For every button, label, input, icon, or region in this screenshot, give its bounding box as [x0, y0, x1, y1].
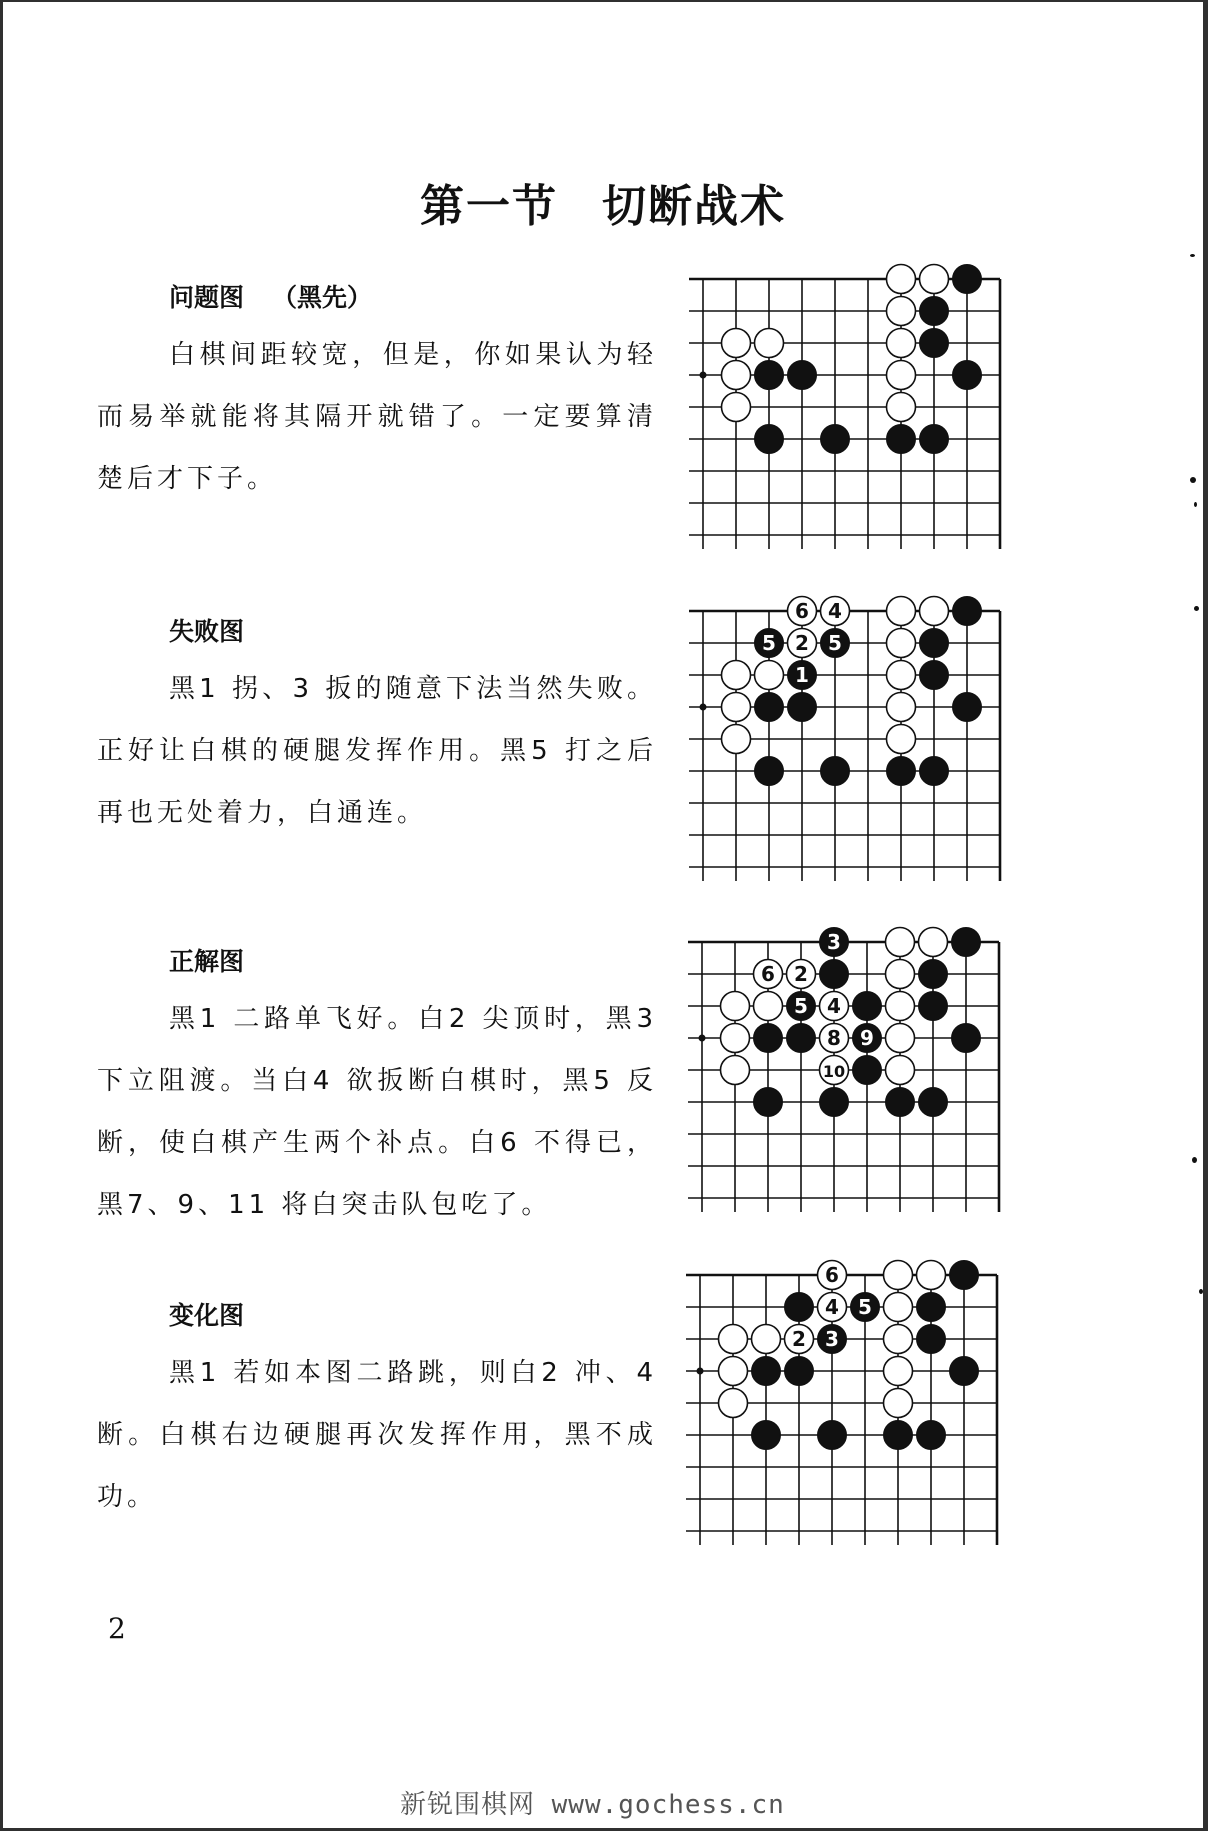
black-stone — [821, 629, 850, 658]
black-stone — [953, 361, 982, 390]
section-heading: 正解图 — [169, 947, 245, 976]
star-point — [697, 1368, 704, 1375]
black-stone — [788, 361, 817, 390]
white-stone — [884, 1325, 913, 1354]
black-stone — [820, 928, 849, 957]
black-stone — [785, 1293, 814, 1322]
white-stone — [887, 393, 916, 422]
scan-speck — [1190, 477, 1196, 483]
black-stone — [950, 1357, 979, 1386]
white-stone — [887, 629, 916, 658]
scan-speck — [1194, 502, 1197, 507]
white-stone — [752, 1325, 781, 1354]
black-stone — [820, 960, 849, 989]
white-stone — [755, 329, 784, 358]
white-stone — [821, 597, 850, 626]
white-stone — [754, 960, 783, 989]
black-stone — [818, 1421, 847, 1450]
black-stone — [821, 757, 850, 786]
scan-speck — [1199, 1289, 1203, 1294]
black-stone — [917, 1325, 946, 1354]
heading-note: （黑先） — [272, 283, 373, 312]
white-stone — [722, 393, 751, 422]
white-stone — [788, 597, 817, 626]
section-text: 白棋间距较宽，但是，你如果认为轻而易举就能将其隔开就错了。一定要算清楚后才下子。 — [97, 340, 657, 494]
white-stone — [722, 693, 751, 722]
move-number: 6 — [795, 599, 809, 623]
black-stone — [754, 1024, 783, 1053]
scan-speck — [1192, 1157, 1197, 1163]
black-stone — [787, 1024, 816, 1053]
move-number: 5 — [828, 631, 842, 655]
title-topic: 切断战术 — [602, 181, 786, 232]
go-board-grid — [682, 1257, 1015, 1549]
white-stone — [887, 725, 916, 754]
black-stone — [952, 928, 981, 957]
white-stone — [788, 629, 817, 658]
white-stone — [721, 992, 750, 1021]
white-stone — [785, 1325, 814, 1354]
section-solution — [97, 940, 657, 1236]
move-number: 6 — [761, 962, 775, 986]
black-stone — [754, 1088, 783, 1117]
black-stone — [953, 693, 982, 722]
white-stone — [887, 329, 916, 358]
star-point — [700, 704, 707, 711]
black-stone — [884, 1421, 913, 1450]
white-stone — [917, 1261, 946, 1290]
black-stone — [920, 757, 949, 786]
black-stone — [752, 1421, 781, 1450]
white-stone — [884, 1357, 913, 1386]
star-point — [699, 1035, 706, 1042]
white-stone — [719, 1325, 748, 1354]
white-stone — [887, 265, 916, 294]
black-stone — [920, 329, 949, 358]
black-stone — [755, 361, 784, 390]
black-stone — [785, 1357, 814, 1386]
white-stone — [820, 1056, 849, 1085]
black-stone — [788, 693, 817, 722]
white-stone — [820, 992, 849, 1021]
go-board-grid — [684, 924, 1017, 1216]
go-diagram-failure — [685, 593, 1018, 885]
black-stone — [950, 1261, 979, 1290]
black-stone — [920, 661, 949, 690]
move-number: 4 — [828, 599, 842, 623]
black-stone — [887, 425, 916, 454]
white-stone — [721, 1056, 750, 1085]
move-number: 5 — [794, 994, 808, 1018]
go-diagram-solution — [684, 924, 1017, 1216]
black-stone — [953, 265, 982, 294]
black-stone — [952, 1024, 981, 1053]
white-stone — [884, 1293, 913, 1322]
white-stone — [719, 1357, 748, 1386]
black-stone — [851, 1293, 880, 1322]
white-stone — [919, 928, 948, 957]
white-stone — [820, 1024, 849, 1053]
go-diagram-variation — [682, 1257, 1015, 1549]
section-heading — [169, 276, 657, 320]
black-stone — [755, 693, 784, 722]
black-stone — [820, 1088, 849, 1117]
book-page — [3, 2, 1203, 1828]
black-stone — [917, 1293, 946, 1322]
move-number: 5 — [858, 1295, 872, 1319]
black-stone — [887, 757, 916, 786]
white-stone — [884, 1389, 913, 1418]
go-board-grid — [685, 593, 1018, 885]
move-number: 4 — [825, 1295, 839, 1319]
section-heading: 变化图 — [169, 1301, 245, 1330]
move-number: 3 — [825, 1327, 839, 1351]
watermark: 新锐围棋网 www.gochess.cn — [400, 1790, 785, 1820]
go-diagram-problem — [685, 261, 1018, 553]
white-stone — [818, 1293, 847, 1322]
black-stone — [953, 597, 982, 626]
white-stone — [719, 1389, 748, 1418]
star-point — [700, 372, 707, 379]
white-stone — [887, 361, 916, 390]
white-stone — [721, 1024, 750, 1053]
move-number: 3 — [827, 930, 841, 954]
white-stone — [755, 661, 784, 690]
move-number: 2 — [792, 1327, 806, 1351]
chapter-title — [3, 170, 1203, 234]
white-stone — [887, 297, 916, 326]
heading-text: 问题图 — [169, 283, 245, 312]
move-number: 9 — [860, 1026, 874, 1050]
white-stone — [886, 992, 915, 1021]
page-number: 2 — [108, 1612, 126, 1645]
black-stone — [818, 1325, 847, 1354]
black-stone — [787, 992, 816, 1021]
scan-speck — [1194, 606, 1199, 611]
move-number: 4 — [827, 994, 841, 1018]
white-stone — [787, 960, 816, 989]
black-stone — [853, 992, 882, 1021]
white-stone — [722, 361, 751, 390]
white-stone — [754, 992, 783, 1021]
move-number: 5 — [762, 631, 776, 655]
black-stone — [788, 661, 817, 690]
black-stone — [886, 1088, 915, 1117]
black-stone — [853, 1024, 882, 1053]
black-stone — [917, 1421, 946, 1450]
black-stone — [755, 425, 784, 454]
black-stone — [919, 960, 948, 989]
white-stone — [887, 693, 916, 722]
white-stone — [722, 661, 751, 690]
section-variation — [97, 1294, 657, 1528]
white-stone — [920, 265, 949, 294]
go-board-grid — [685, 261, 1018, 553]
white-stone — [886, 928, 915, 957]
white-stone — [886, 1024, 915, 1053]
move-number: 6 — [825, 1263, 839, 1287]
move-number: 2 — [795, 631, 809, 655]
white-stone — [920, 597, 949, 626]
black-stone — [920, 425, 949, 454]
black-stone — [755, 629, 784, 658]
white-stone — [886, 960, 915, 989]
move-number: 10 — [822, 1062, 846, 1081]
black-stone — [755, 757, 784, 786]
white-stone — [887, 597, 916, 626]
section-text: 黑1 拐、3 扳的随意下法当然失败。正好让白棋的硬腿发挥作用。黑5 打之后再也无处着力，白通连。 — [97, 674, 657, 828]
white-stone — [884, 1261, 913, 1290]
section-failure — [97, 610, 657, 844]
move-number: 1 — [795, 663, 809, 687]
black-stone — [821, 425, 850, 454]
move-number: 8 — [827, 1026, 841, 1050]
section-text: 黑1 若如本图二路跳，则白2 冲、4 断。白棋右边硬腿再次发挥作用，黑不成功。 — [97, 1358, 657, 1512]
title-section-number: 第一节 — [420, 181, 558, 232]
move-number: 2 — [794, 962, 808, 986]
black-stone — [919, 1088, 948, 1117]
scan-speck — [1190, 254, 1195, 257]
white-stone — [818, 1261, 847, 1290]
black-stone — [752, 1357, 781, 1386]
white-stone — [887, 661, 916, 690]
black-stone — [920, 297, 949, 326]
section-problem — [97, 276, 657, 510]
white-stone — [886, 1056, 915, 1085]
black-stone — [853, 1056, 882, 1085]
white-stone — [722, 725, 751, 754]
black-stone — [920, 629, 949, 658]
section-text: 黑1 二路单飞好。白2 尖顶时，黑3 下立阻渡。当白4 欲扳断白棋时，黑5 反断，使白棋产生两个补点。白6 不得已，黑7、9、11 将白突击队包吃了。 — [97, 1004, 657, 1220]
black-stone — [919, 992, 948, 1021]
white-stone — [722, 329, 751, 358]
section-heading: 失败图 — [169, 617, 245, 646]
